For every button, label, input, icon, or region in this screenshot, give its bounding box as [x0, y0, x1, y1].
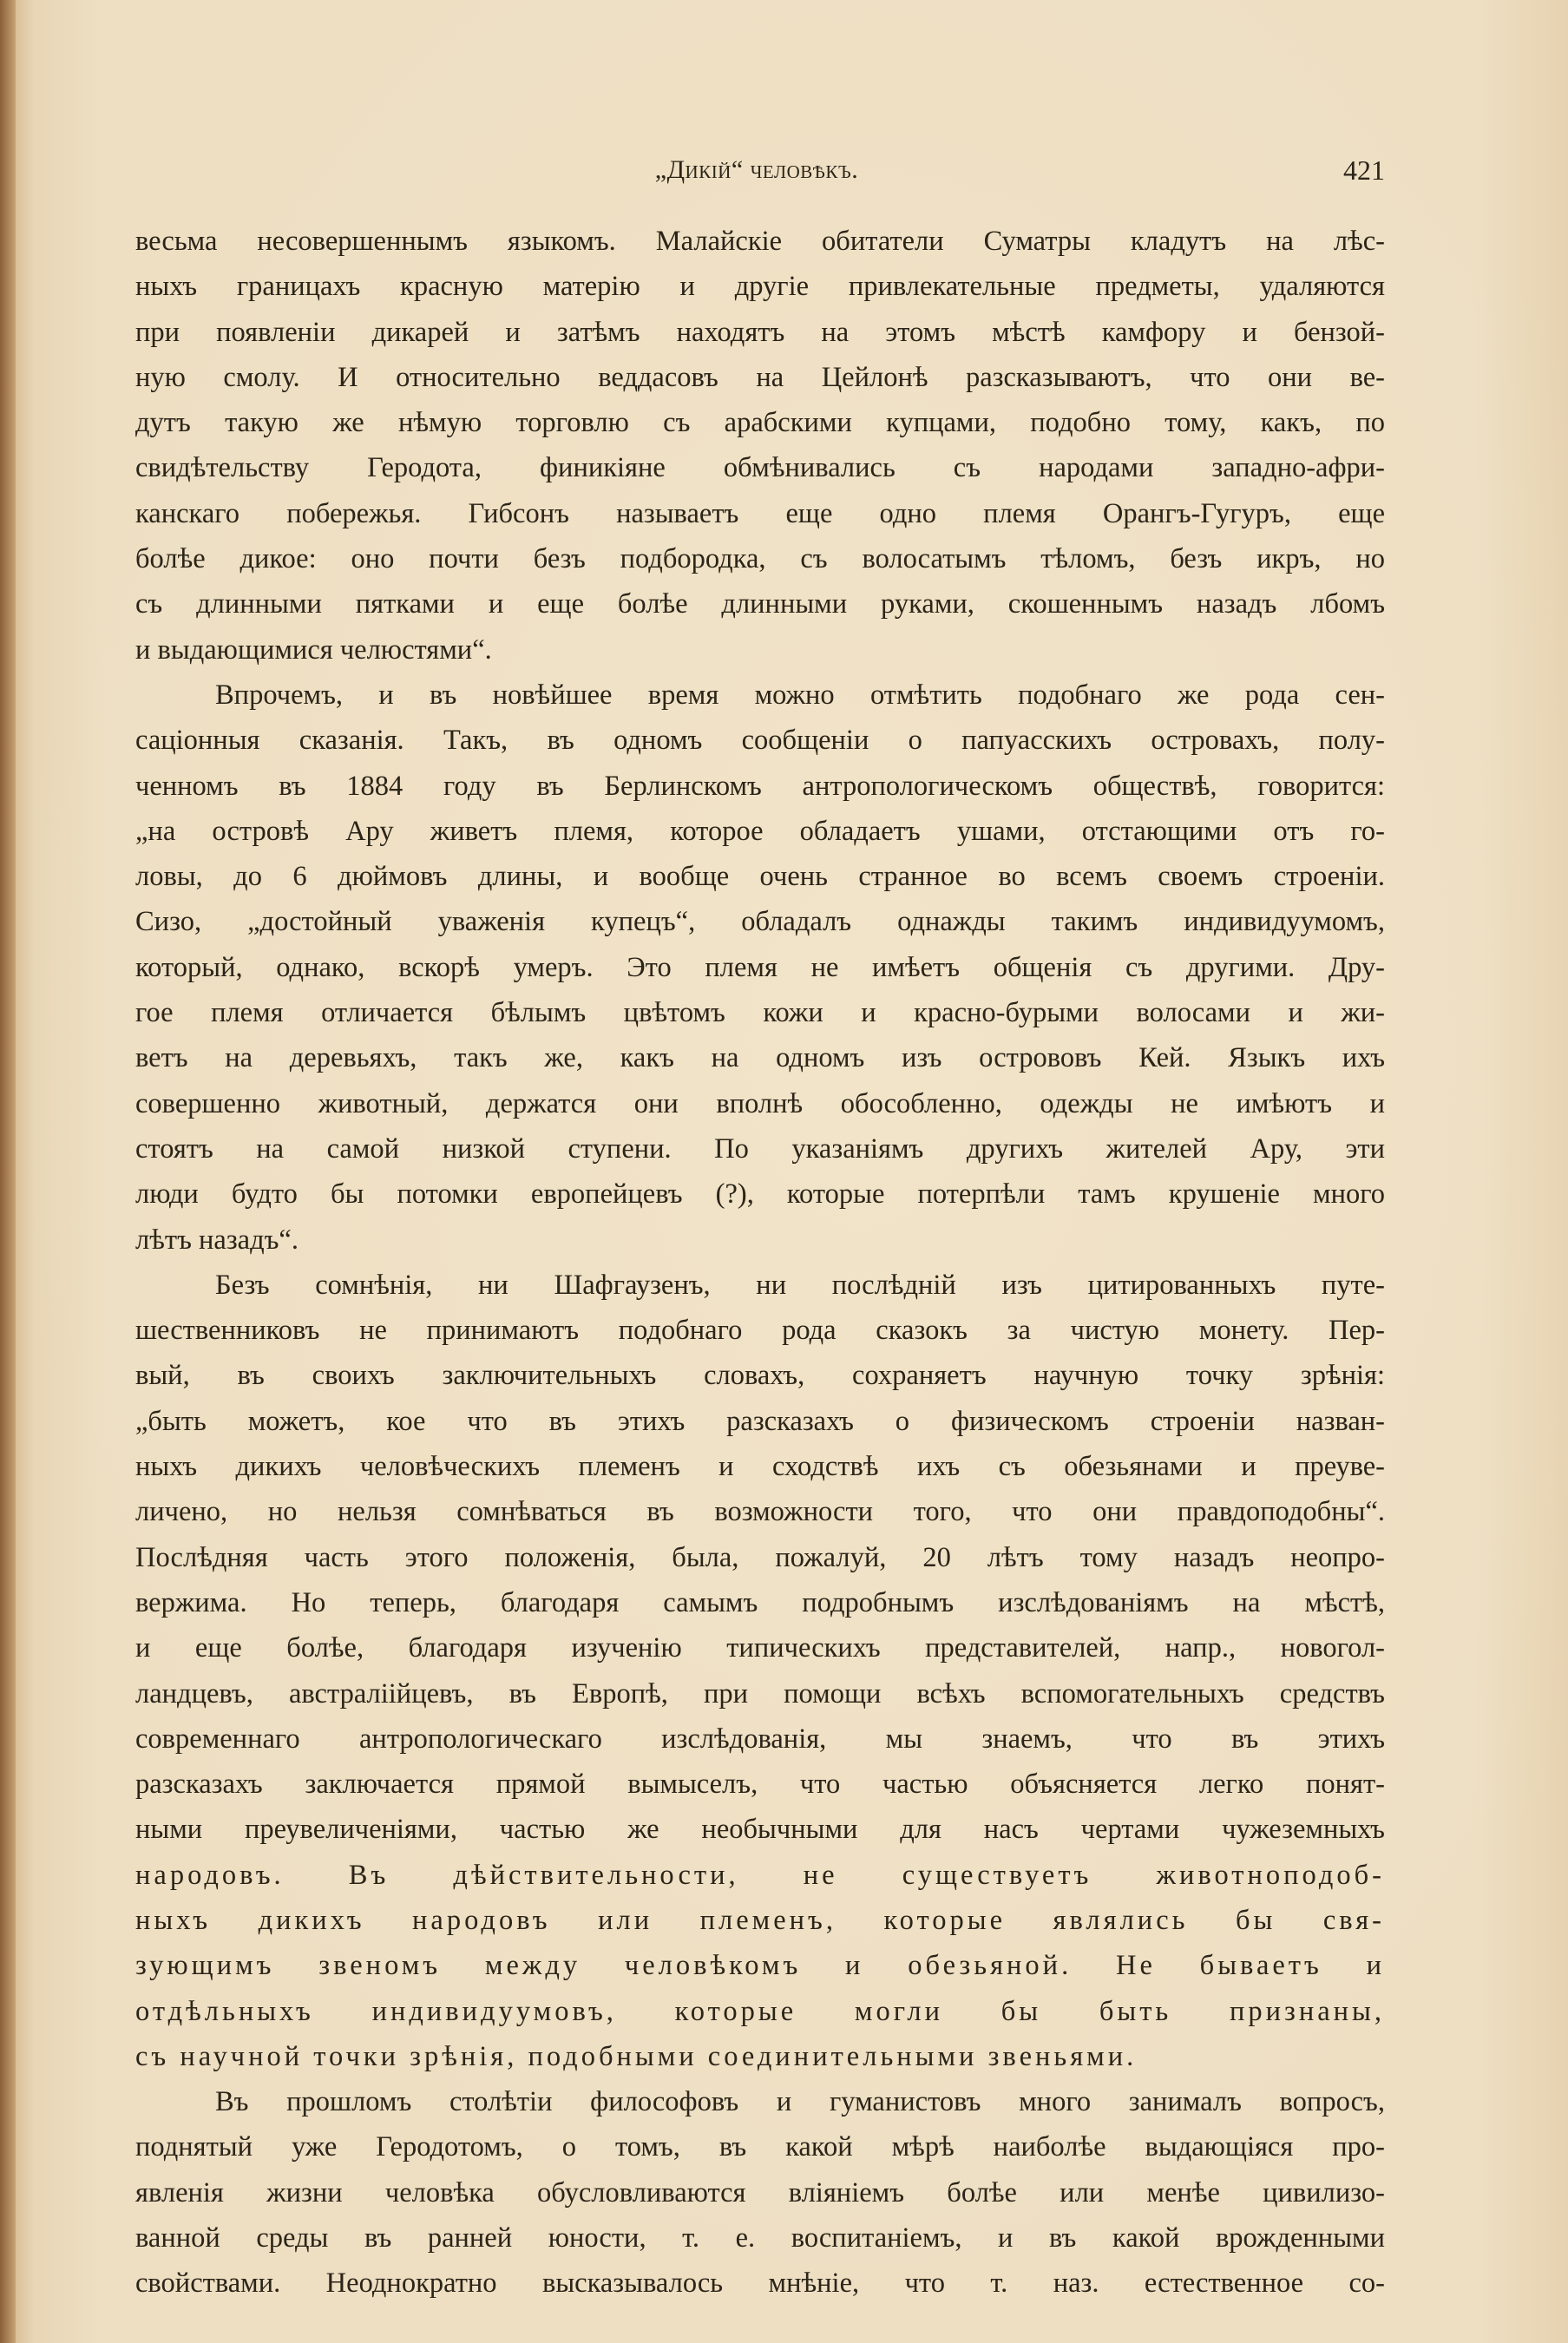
text-line-spaced: зующимъ звеномъ между человѣкомъ и обезьяной. Не бываетъ и	[135, 1950, 1385, 1982]
text-line: поднятый уже Геродотомъ, о томъ, въ какой мѣрѣ наиболѣе выдающіяся про-	[135, 2131, 1385, 2163]
text-line-spaced: ныхъ дикихъ народовъ или племенъ, которые являлись бы свя-	[135, 1904, 1385, 1936]
text-line: современнаго антропологическаго изслѣдованія, мы знаемъ, что въ этихъ	[135, 1723, 1385, 1755]
text-line: съ длинными пятками и еще болѣе длинными руками, скошеннымъ назадъ лбомъ	[135, 588, 1385, 620]
text-line: ную смолу. И относительно веддасовъ на Цейлонѣ разсказываютъ, что они ве-	[135, 361, 1385, 393]
text-line: личено, но нельзя сомнѣваться въ возможности того, что они правдоподобны“.	[135, 1496, 1385, 1528]
text-line: Послѣдняя часть этого положенія, была, пожалуй, 20 лѣтъ тому назадъ неопро-	[135, 1541, 1385, 1573]
text-line: вержима. Но теперь, благодаря самымъ подробнымъ изслѣдованіямъ на мѣстѣ,	[135, 1586, 1385, 1618]
text-line: ловы, до 6 дюймовъ длины, и вообще очень странное во всемъ своемъ строеніи.	[135, 861, 1385, 893]
text-line: люди будто бы потомки европейцевъ (?), которые потерпѣли тамъ крушеніе много	[135, 1178, 1385, 1211]
text-line: весьма несовершеннымъ языкомъ. Малайскіе обитатели Суматры кладутъ на лѣс-	[135, 226, 1385, 257]
page-header	[128, 146, 1385, 194]
text-line: и еще болѣе, благодаря изученію типическихъ представителей, напр., новогол-	[135, 1632, 1385, 1664]
text-line: свидѣтельству Геродота, финикіяне обмѣнивались съ народами западно-афри-	[135, 452, 1385, 484]
running-title: „Дикій“ человѣкъ.	[654, 155, 859, 184]
text-line: который, однако, вскорѣ умеръ. Это племя не имѣетъ общенія съ другими. Дру-	[135, 951, 1385, 983]
paragraph-first-line: Въ прошломъ столѣтіи философовъ и гуманистовъ много занималъ вопросъ,	[215, 2086, 1385, 2118]
text-line: стоятъ на самой низкой ступени. По указаніямъ другихъ жителей Ару, эти	[135, 1132, 1385, 1165]
text-line: ныхъ границахъ красную матерію и другіе привлекательные предметы, удаляются	[135, 271, 1385, 303]
text-line-spaced: съ научной точки зрѣнія, подобными соединительными звеньями.	[135, 2040, 1138, 2072]
text-line: „на островѣ Ару живетъ племя, которое обладаетъ ушами, отстающими отъ го-	[135, 815, 1385, 847]
text-line: ветъ на деревьяхъ, такъ же, какъ на одномъ изъ острововъ Кей. Языкъ ихъ	[135, 1042, 1385, 1074]
text-line: явленія жизни человѣка обусловливаются вліяніемъ болѣе или менѣе цивилизо-	[135, 2176, 1385, 2208]
text-line: вый, въ своихъ заключительныхъ словахъ, сохраняетъ научную точку зрѣнія:	[135, 1360, 1385, 1392]
text-line: ными преувеличеніями, частью же необычными для насъ чертами чужеземныхъ	[135, 1814, 1385, 1846]
text-line: ченномъ въ 1884 году въ Берлинскомъ антропологическомъ обществѣ, говорится:	[135, 770, 1385, 802]
text-line: лѣтъ назадъ“.	[135, 1224, 299, 1256]
text-line: ныхъ дикихъ человѣческихъ племенъ и сходствѣ ихъ съ обезьянами и преуве-	[135, 1451, 1385, 1483]
text-line: „быть можетъ, кое что въ этихъ разсказахъ о физическомъ строеніи назван-	[135, 1405, 1385, 1437]
text-line: ландцевъ, австраліійцевъ, въ Европѣ, при помощи всѣхъ вспомогательныхъ средствъ	[135, 1677, 1385, 1710]
text-line: совершенно животный, держатся они вполнѣ обособленно, одежды не имѣютъ и	[135, 1087, 1385, 1119]
text-line: разсказахъ заключается прямой вымыселъ, что частью объясняется легко понят-	[135, 1769, 1385, 1801]
paragraph-first-line: Безъ сомнѣнія, ни Шафгаузенъ, ни послѣдній изъ цитированныхъ путе-	[215, 1269, 1385, 1301]
text-line-spaced: народовъ. Въ дѣйствительности, не существуетъ животноподоб-	[135, 1859, 1385, 1891]
text-line: шественниковъ не принимаютъ подобнаго рода сказокъ за чистую монету. Пер-	[135, 1315, 1385, 1347]
text-line: при появленіи дикарей и затѣмъ находятъ на этомъ мѣстѣ камфору и бензой-	[135, 316, 1385, 348]
text-line-spaced: отдѣльныхъ индивидуумовъ, которые могли бы быть признаны,	[135, 1995, 1385, 2027]
book-spine-edge	[0, 0, 16, 2343]
text-line: болѣе дикое: оно почти безъ подбородка, съ волосатымъ тѣломъ, безъ икръ, но	[135, 543, 1385, 575]
text-line: свойствами. Неоднократно высказывалось мнѣніе, что т. наз. естественное со-	[135, 2268, 1385, 2300]
text-line: канскаго побережья. Гибсонъ называетъ еще одно племя Орангъ-Гугуръ, еще	[135, 497, 1385, 529]
text-line: Сизо, „достойный уваженія купецъ“, обладалъ однажды такимъ индивидуумомъ,	[135, 906, 1385, 938]
paragraph-first-line: Впрочемъ, и въ новѣйшее время можно отмѣтить подобнаго же рода сен-	[215, 679, 1385, 711]
text-line: саціонныя сказанія. Такъ, въ одномъ сообщеніи о папуасскихъ островахъ, полу-	[135, 725, 1385, 757]
body-text	[135, 219, 1385, 2307]
text-line: гое племя отличается бѣлымъ цвѣтомъ кожи и красно-бурыми волосами и жи-	[135, 997, 1385, 1029]
page-number: 421	[1343, 154, 1385, 186]
text-line: дутъ такую же нѣмую торговлю съ арабскими купцами, подобно тому, какъ, по	[135, 407, 1385, 439]
text-line: ванной среды въ ранней юности, т. е. воспитаніемъ, и въ какой врожденными	[135, 2222, 1385, 2254]
text-line: и выдающимися челюстями“.	[135, 633, 492, 666]
